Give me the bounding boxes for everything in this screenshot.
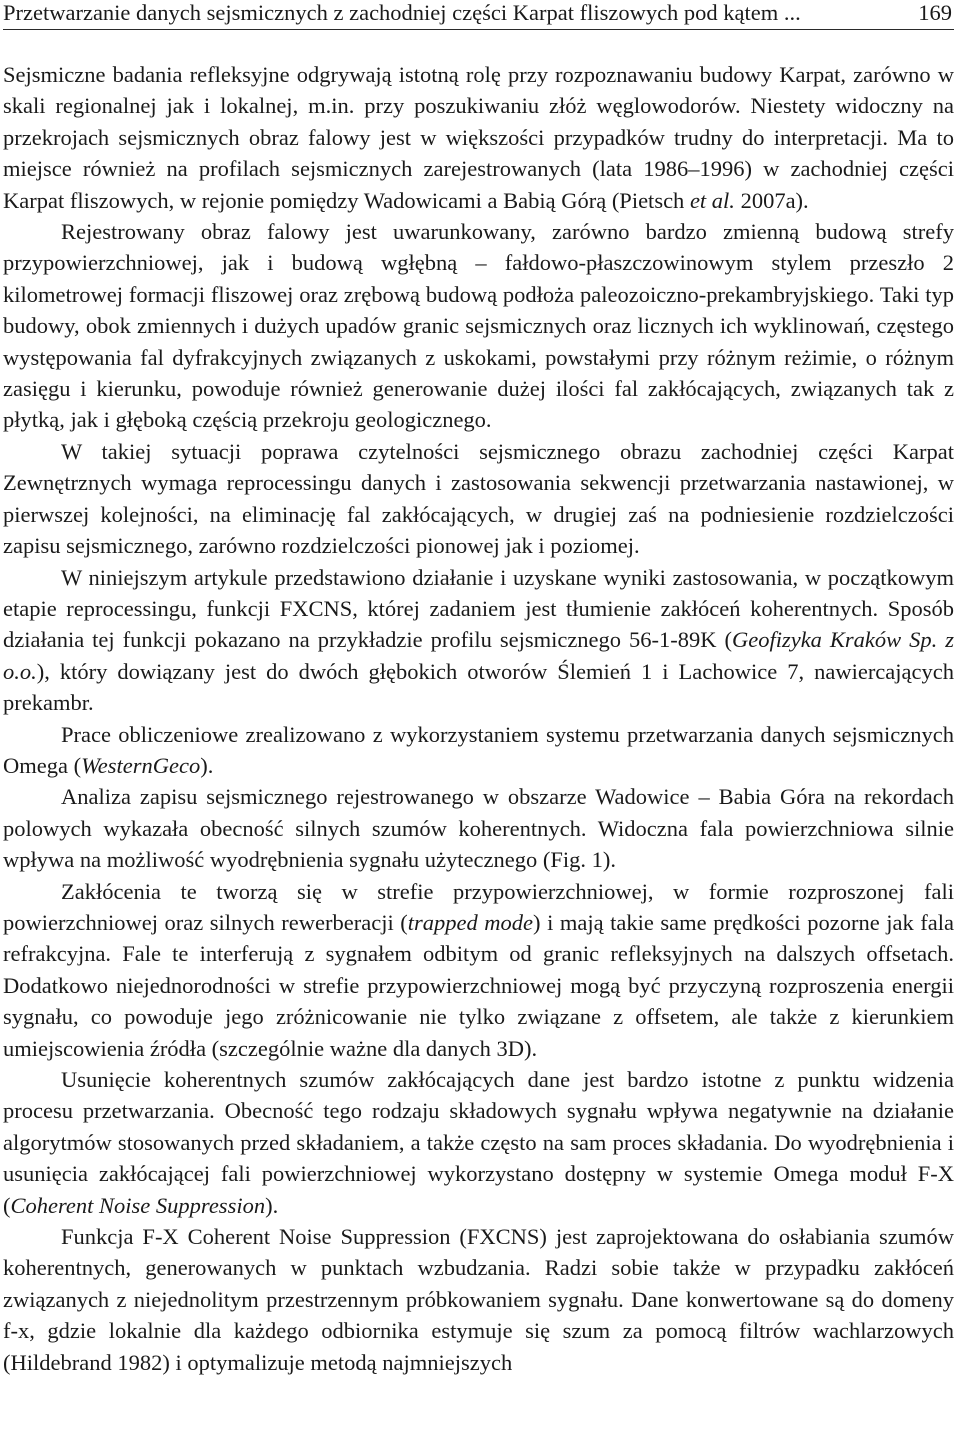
text-run: Sejsmiczne badania refleksyjne odgrywają istotną rolę przy rozpoznawaniu budowy Karpat, zarówno w skali regionalnej jak i lokalnej, m.in. przy poszukiwaniu złóż węglowodorów. Niestety widoczny na przekrojach sejsmicznych obraz falowy jest w większości przypadków trudny do interpretacji. Ma to miejsce również na profilach sejsmicznych zarejestrowanych (lata 1986–1996) w zachodniej części Karpat fliszowych, w rejonie pomiędzy Wadowicami a Babią Górą (Pietsch	[3, 62, 954, 213]
italic-run: trapped mode	[407, 909, 534, 935]
text-run: Zakłócenia te tworzą się w strefie przypowierzchniowej, w formie rozproszonej fali powierzchniowej oraz silnych rewerberacji (	[3, 878, 954, 935]
paragraph	[3, 562, 954, 719]
text-run: W takiej sytuacji poprawa czytelności sejsmicznego obrazu zachodniej części Karpat Zewnętrznych wymaga reprocessingu danych i zastosowania sekwencji przetwarzania nastawionej, w pierwszej kolejności, na eliminację fal zakłócających, w drugiej zaś na podniesienie rozdzielczości zapisu sejsmicznego, zarówno rozdzielczości pionowej jak i poziomej.	[3, 438, 954, 559]
italic-run: WesternGeco	[81, 752, 201, 778]
paragraph	[3, 781, 954, 875]
paragraph	[3, 876, 954, 1064]
text-run: ), który dowiązany jest do dwóch głębokich otworów Ślemień 1 i Lachowice 7, nawiercających prekambr.	[3, 658, 954, 716]
text-run: Usunięcie koherentnych szumów zakłócających dane jest bardzo istotne z punktu widzenia procesu przetwarzania. Obecność tego rodzaju składowych sygnału wpływa negatywnie na działanie algorytmów stosowanych przed składaniem, a także często na sam proces składania. Do wyodrębnienia i usunięcia zakłócającej fali powierzchniowej wykorzystano dostępny w systemie Omega moduł F-X (	[3, 1067, 954, 1218]
text-run: Rejestrowany obraz falowy jest uwarunkowany, zarówno bardzo zmienną budową strefy przypowierzchniowej, jak i budową wgłębną – fałdowo-płaszczowinowym stylem przeszło 2 kilometrowej formacji fliszowej oraz zrębową budową podłoża paleozoiczno-prekambryjskiego. Taki typ budowy, obok zmiennych i dużych upadów granic sejsmicznych oraz licznych ich wyklinowań, częstego występowania fal dyfrakcyjnych związanych z uskokami, powstałymi przy różnym reżimie, o różnym zasięgu i kierunku, powoduje również generowanie dużej ilości fal zakłócających, związanych tak z płytką, jak i głęboką częścią przekroju geologicznego.	[3, 219, 954, 433]
paragraph	[3, 1064, 954, 1221]
text-run: W niniejszym artykule przedstawiono działanie i uzyskane wyniki zastosowania, w początkowym etapie reprocessingu, funkcji FXCNS, której zadaniem jest tłumienie zakłóceń koherentnych. Sposób działania tej funkcji pokazano na przykładzie profilu sejsmicznego 56-1-89K (	[3, 564, 954, 653]
page-number: 169	[918, 0, 952, 25]
paragraph	[3, 59, 954, 216]
italic-run: Geofizyka Kraków Sp. z o.o.	[3, 627, 954, 684]
text-run: Funkcja F-X Coherent Noise Suppression (FXCNS) jest zaprojektowana do osłabiania szumów koherentnych, generowanych w punktach wzbudzania. Radzi sobie także w przypadku zakłóceń związanych z niejednolitym przestrzennym próbkowaniem sygnału. Dane konwertowane są do domeny f-x, gdzie lokalnie dla każdego odbiornika estymuje się szum za pomocą filtrów wachlarzowych (Hildebrand 1982) i optymalizuje metodą najmniejszych	[3, 1224, 954, 1375]
text-run: Prace obliczeniowe zrealizowano z wykorzystaniem systemu przetwarzania danych sejsmicznych Omega (	[3, 721, 954, 778]
text-run: ).	[200, 752, 214, 778]
text-run: ) i mają takie same prędkości pozorne jak fala refrakcyjna. Fale te interferują z sygnałem odbitym od granic refleksyjnych na dalszych offsetach. Dodatkowo niejednorodności w strefie przypowierzchniowej mogą być przyczyną rozproszenia energii sygnału, co powoduje jego zróżnicowanie nie tylko związane z offsetem, ale także z kierunkiem umiejscowienia źródła (szczególnie ważne dla danych 3D).	[3, 909, 954, 1061]
italic-run: Coherent Noise Suppression	[10, 1192, 266, 1218]
text-run: ).	[265, 1192, 279, 1218]
italic-run: et al.	[689, 187, 735, 213]
paragraph	[3, 216, 954, 436]
paragraph	[3, 719, 954, 782]
text-run: Analiza zapisu sejsmicznego rejestrowanego w obszarze Wadowice – Babia Góra na rekordach polowych wykazała obecność silnych szumów koherentnych. Widoczna fala powierzchniowa silnie wpływa na możliwość wyodrębnienia sygnału użytecznego (Fig. 1).	[3, 784, 954, 873]
text-run: 2007a).	[734, 187, 809, 213]
paragraph	[3, 436, 954, 562]
article-body	[3, 59, 954, 1378]
running-title: Przetwarzanie danych sejsmicznych z zachodniej części Karpat fliszowych pod kątem ...	[3, 0, 801, 25]
running-header	[3, 0, 954, 30]
paragraph	[3, 1221, 954, 1378]
